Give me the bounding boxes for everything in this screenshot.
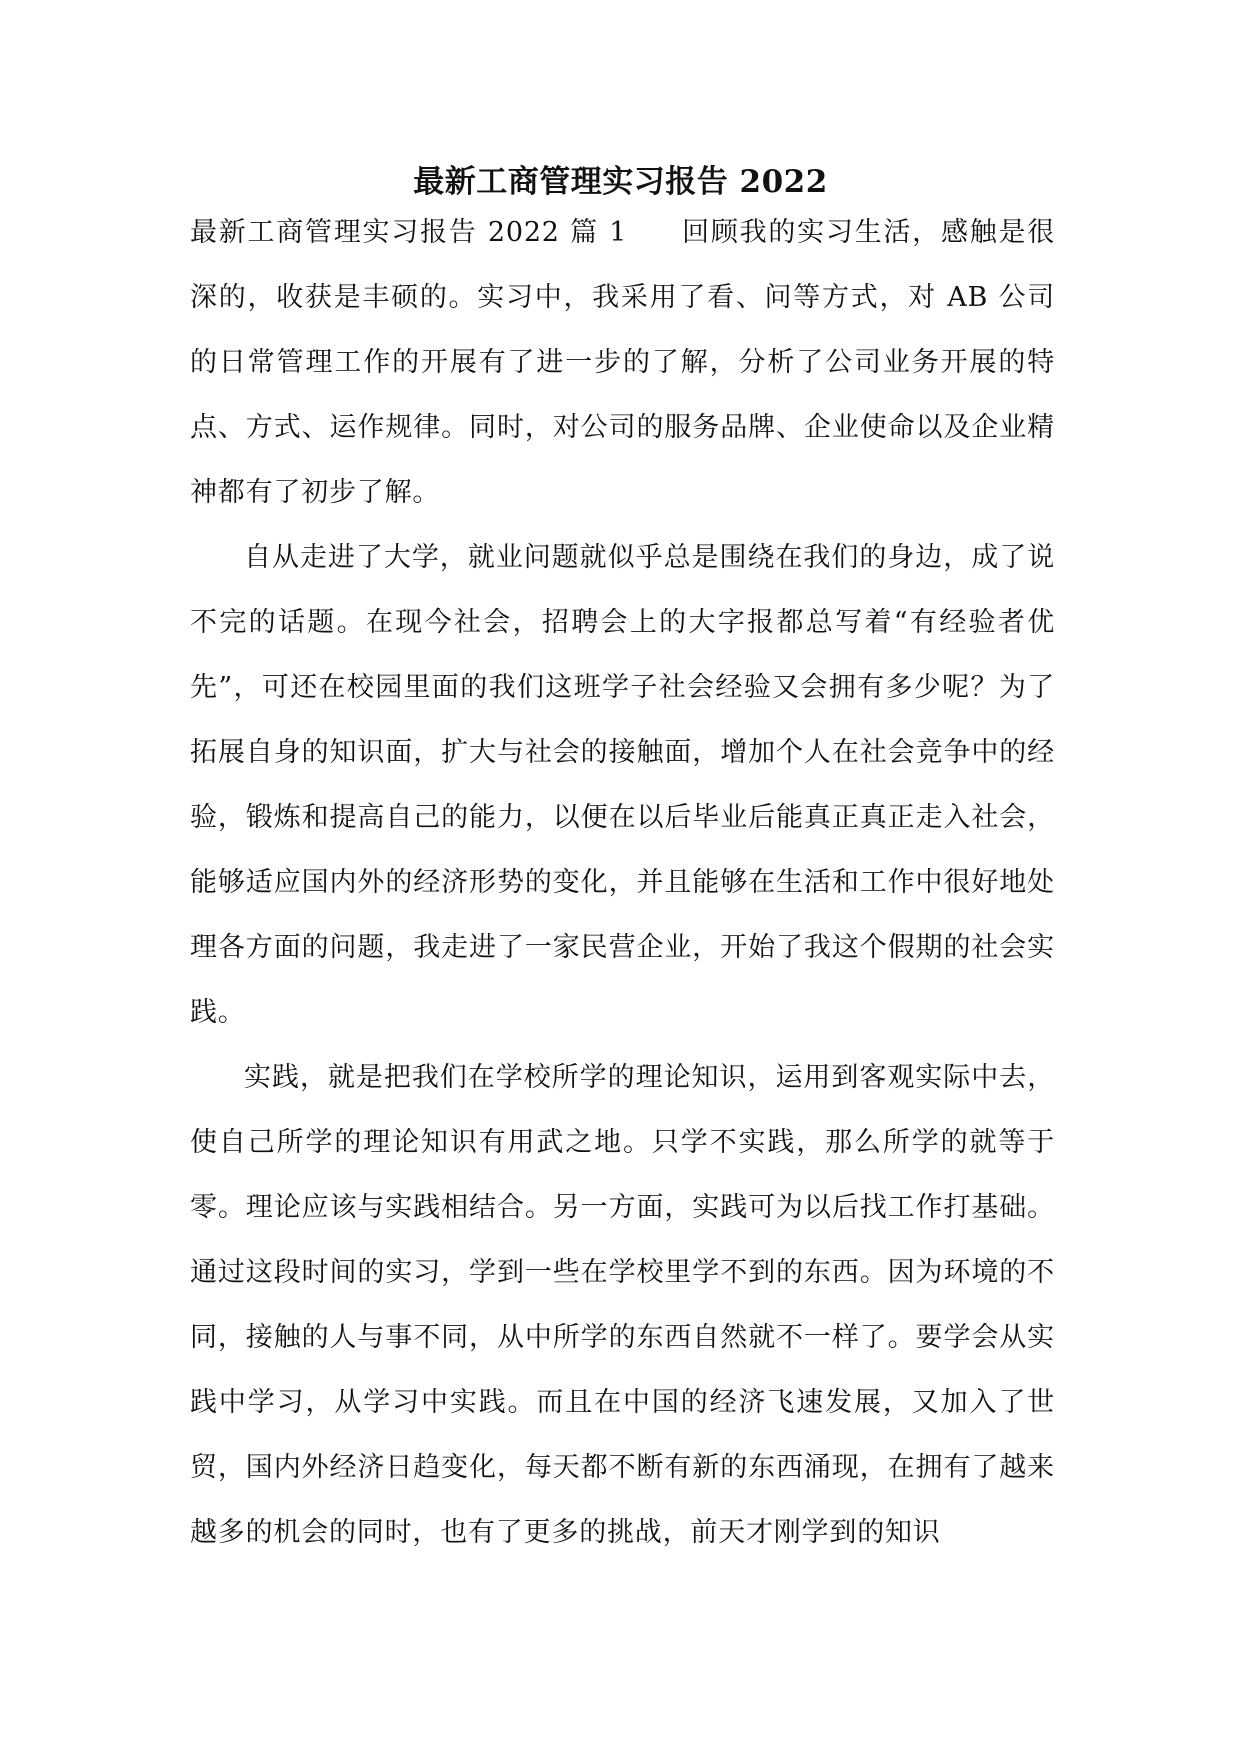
- document-title: 最新工商管理实习报告 2022: [413, 164, 828, 200]
- paragraph-1: [190, 200, 1055, 525]
- paragraph-2: 自从走进了大学，就业问题就似乎总是围绕在我们的身边，成了说不完的话题。在现今社会，招聘会上的大字报都总写着“有经验者优先”，可还在校园里面的我们这班学子社会经验又会拥有多少呢？为了拓展自身的知识面，扩大与社会的接触面，增加个人在社会竞争中的经验，锻炼和提高自己的能力，以便在以后毕业后能真正真正走入社会，能够适应国内外的经济形势的变化，并且能够在生活和工作中很好地处理各方面的问题，我走进了一家民营企业，开始了我这个假期的社会实践。: [190, 542, 1055, 1028]
- paragraph-1-text: 回顾我的实习生活，感触是很深的，收获是丰硕的。实习中，我采用了看、问等方式，对 AB 公司的日常管理工作的开展有了进一步的了解，分析了公司业务开展的特点、方式、运作规律。同时，对公司的服务品牌、企业使命以及企业精神都有了初步了解。: [190, 217, 1056, 508]
- document-body: [190, 200, 1055, 1565]
- paragraph-3: 实践，就是把我们在学校所学的理论知识，运用到客观实际中去，使自己所学的理论知识有用武之地。只学不实践，那么所学的就等于零。理论应该与实践相结合。另一方面，实践可为以后找工作打基础。通过这段时间的实习，学到一些在学校里学不到的东西。因为环境的不同，接触的人与事不同，从中所学的东西自然就不一样了。要学会从实践中学习，从学习中实践。而且在中国的经济飞速发展，又加入了世贸，国内外经济日趋变化，每天都不断有新的东西涌现，在拥有了越来越多的机会的同时，也有了更多的挑战，前天才刚学到的知识: [190, 1062, 1055, 1548]
- paragraph-1-lead: 最新工商管理实习报告 2022 篇 1: [190, 217, 628, 248]
